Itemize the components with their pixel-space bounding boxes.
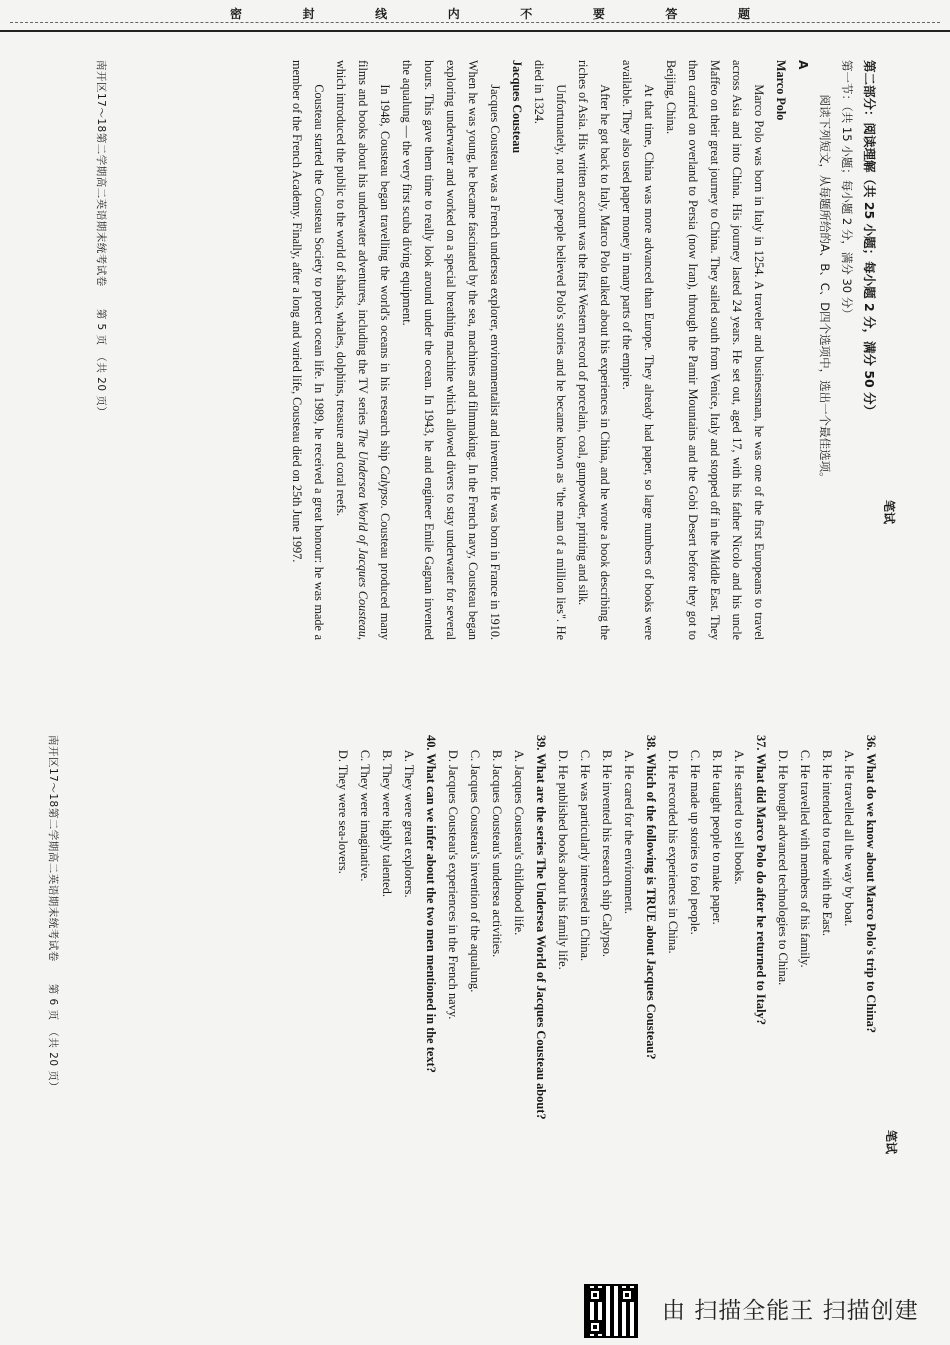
answer-option: B. He invented his research ship Calypso. [600, 749, 614, 958]
seal-dashed-line [10, 22, 940, 23]
text-span: , which introduced the public to the world of sharks, whales, dolphins, treasure and coral reefs. [334, 60, 370, 640]
page-5 [90, 60, 896, 641]
paragraph: After he got back to Italy, Marco Polo talked about his experiences in China, and he wrote a book describing the riches of Asia. His written account was the first Western record of porcelain, coal, gunpowder, printing and silk. [576, 60, 612, 640]
seal-char: 密 [230, 7, 243, 21]
answer-option: C. He made up stories to fool people. [688, 749, 702, 935]
paragraph: Marco Polo was born in Italy in 1254. A traveler and businessman, he was one of the first Europeans to travel across Asia and into China. His journey lasted 24 years. He set out, aged 17, with his father Nicolo and his uncle Maffeo on their great journey to China. They sailed south from Venice, Italy and stopped off in the Middle East. They then carried on overland to Persia (now Iran), through the Pamir Mountains and the Gobi Desert before they got to Beijing, China. [664, 60, 766, 640]
text-span: . Cousteau produced many films and books about his underwater adventures, including the TV series [356, 60, 392, 641]
page-6 [42, 735, 898, 1315]
series-title: The Undersea World of Jacques Cousteau [356, 428, 370, 637]
question-stem: 39. What are the series The Undersea World of Jacques Cousteau about? [534, 735, 548, 1120]
page-5-rotated [90, 60, 896, 641]
page-6-rotated [42, 735, 898, 1315]
answer-option: B. Jacques Cousteau's undersea activities. [490, 749, 504, 958]
question-stem: 36. What do we know about Marco Polo's trip to China? [864, 735, 878, 1033]
answer-option: A. They were great explorers. [402, 749, 416, 898]
seal-char: 封 [302, 7, 315, 21]
seal-char: 答 [665, 7, 678, 21]
seal-characters [230, 5, 750, 22]
seal-char: 要 [592, 7, 605, 21]
answer-option: C. He travelled with members of his family. [798, 749, 812, 968]
question-stem: 40. What can we infer about the two men mentioned in the text? [424, 735, 438, 1073]
answer-option: D. He brought advanced technologies to China. [776, 749, 790, 986]
answer-option: B. He intended to trade with the East. [820, 749, 834, 937]
answer-option: C. They were imaginative. [358, 749, 372, 882]
answer-option: B. He taught people to make paper. [710, 749, 724, 925]
answer-option: D. He published books about his family life. [556, 749, 570, 970]
instruction: 阅读下列短文，从每题所给的A、B、C、D四个选项中，选出一个最佳选项。 [818, 94, 832, 484]
qr-code-icon [584, 1284, 638, 1338]
passage-title-marco-polo: Marco Polo [774, 60, 788, 121]
passage-title-jacques-cousteau: Jacques Cousteau [510, 60, 524, 154]
answer-option: B. They were highly talented. [380, 749, 394, 897]
answer-option: A. He started to sell books. [732, 749, 746, 885]
answer-option: A. He cared for the environment. [622, 749, 636, 914]
passage-letter: A [796, 60, 810, 70]
answer-option: D. They were sea-lovers. [336, 749, 350, 874]
scanner-credit-text: 由 扫描全能王 扫描创建 [662, 1298, 919, 1324]
seal-char: 线 [375, 7, 388, 21]
paragraph: Unfortunately, not many people believed Polo's stories and he became known as "the man of a million lies". He died in 1324. [532, 60, 568, 640]
paragraph: Jacques Cousteau was a French undersea explorer, environmentalist and inventor. He was born in France in 1910. When he was young, he became fascinated by the sea, machines and filmmaking. In the French navy, Cousteau began exploring underwater and worked on a special breathing machine which allowed divers to stay underwater for several hours. This gave them time to really look around under the ocean. In 1943, he and engineer Emile Gagnan invented the aqualung — the very first scuba diving equipment. [400, 60, 502, 640]
seal-char: 不 [520, 7, 533, 21]
answer-option: A. Jacques Cousteau's childhood life. [512, 749, 526, 936]
question-stem: 37. What did Marco Polo do after he returned to Italy? [754, 735, 768, 1025]
paragraph: At that time, China was more advanced than Europe. They already had paper, so large numbers of books were available. They also used paper money in many parts of the empire. [620, 60, 656, 640]
answer-option: A. He travelled all the way by boat. [842, 749, 856, 927]
seal-char: 题 [737, 7, 750, 21]
subsection-title: 第一节：（共 15 小题；每小题 2 分，满分 30 分） [840, 60, 854, 320]
answer-option: C. Jacques Cousteau's invention of the aqualung. [468, 749, 482, 993]
section-title: 第二部分：阅读理解（共 25 小题；每小题 2 分，满分 50 分） [862, 60, 877, 418]
bitou-mark: 笔试 [882, 500, 896, 525]
question-stem: 38. Which of the following is TRUE about Jacques Cousteau? [644, 735, 658, 1060]
seal-char: 内 [447, 7, 460, 21]
answer-option: D. Jacques Cousteau's experiences in the French navy. [446, 749, 460, 1020]
question-list [332, 735, 882, 1315]
answer-option: D. He recorded his experiences in China. [666, 749, 680, 954]
text-span: In 1948, Cousteau began travelling the world's oceans in his research ship [378, 84, 392, 466]
page-footer: 南开区17～18第二学期高二英语期末统考试卷 第 5 页 （共 20 页） [95, 60, 107, 418]
paragraph: Cousteau started the Cousteau Society to protect ocean life. In 1989, he received a great honour: he was made a member of the French Academy. Finally, after a long and varied life, Cousteau died on 25th June 1997. [290, 60, 326, 640]
paragraph [330, 60, 396, 640]
page-footer: 南开区17～18第二学期高二英语期末统考试卷 第 6 页 （共 20 页） [47, 735, 59, 1093]
bitou-mark: 笔试 [884, 1130, 898, 1155]
seal-line-banner [0, 0, 950, 32]
scanner-credit [584, 1284, 934, 1340]
answer-option: C. He was particularly interested in China. [578, 749, 592, 962]
ship-name: Calypso [378, 465, 392, 506]
